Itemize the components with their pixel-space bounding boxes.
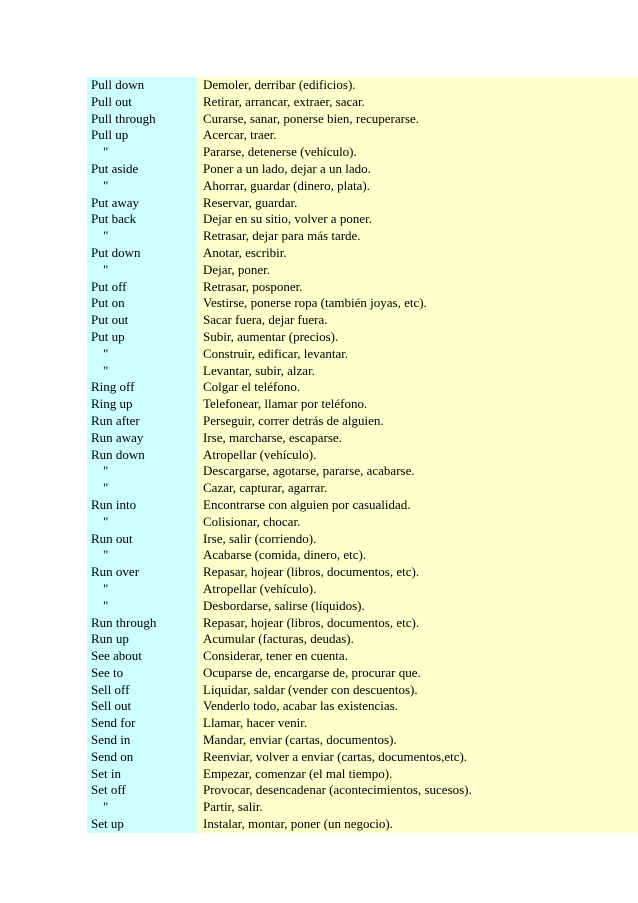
phrasal-verb-cell: " <box>87 363 197 380</box>
phrasal-verb-cell: " <box>87 799 197 816</box>
meaning-cell: Repasar, hojear (libros, documentos, etc). <box>197 564 638 581</box>
meaning-cell: Ahorrar, guardar (dinero, plata). <box>197 178 638 195</box>
phrasal-verb-cell: Run out <box>87 531 197 548</box>
table-row <box>87 564 638 581</box>
meaning-cell: Considerar, tener en cuenta. <box>197 648 638 665</box>
meaning-cell: Retirar, arrancar, extraer, sacar. <box>197 94 638 111</box>
meaning-cell: Atropellar (vehículo). <box>197 447 638 464</box>
table-row <box>87 178 638 195</box>
table-row <box>87 665 638 682</box>
meaning-cell: Levantar, subir, alzar. <box>197 363 638 380</box>
table-row <box>87 329 638 346</box>
table-row <box>87 581 638 598</box>
table-row <box>87 732 638 749</box>
table-row <box>87 396 638 413</box>
meaning-cell: Cazar, capturar, agarrar. <box>197 480 638 497</box>
phrasal-verb-cell: " <box>87 144 197 161</box>
phrasal-verb-cell: See to <box>87 665 197 682</box>
table-row <box>87 749 638 766</box>
table-row <box>87 497 638 514</box>
table-row <box>87 262 638 279</box>
table-row <box>87 463 638 480</box>
table-row <box>87 279 638 296</box>
meaning-cell: Empezar, comenzar (el mal tiempo). <box>197 766 638 783</box>
phrasal-verb-cell: Put down <box>87 245 197 262</box>
table-row <box>87 312 638 329</box>
meaning-cell: Acumular (facturas, deudas). <box>197 631 638 648</box>
meaning-cell: Irse, salir (corriendo). <box>197 531 638 548</box>
meaning-cell: Perseguir, correr detrás de alguien. <box>197 413 638 430</box>
meaning-cell: Acabarse (comida, dinero, etc). <box>197 547 638 564</box>
meaning-cell: Encontrarse con alguien por casualidad. <box>197 497 638 514</box>
table-row <box>87 480 638 497</box>
phrasal-verb-cell: " <box>87 228 197 245</box>
meaning-cell: Liquidar, saldar (vender con descuentos). <box>197 682 638 699</box>
phrasal-verb-cell: Set off <box>87 782 197 799</box>
phrasal-verb-cell: Pull up <box>87 127 197 144</box>
phrasal-verb-cell: " <box>87 514 197 531</box>
meaning-cell: Telefonear, llamar por teléfono. <box>197 396 638 413</box>
meaning-cell: Retrasar, posponer. <box>197 279 638 296</box>
phrasal-verb-cell: Run after <box>87 413 197 430</box>
phrasal-verbs-table <box>87 77 638 833</box>
phrasal-verb-cell: " <box>87 581 197 598</box>
phrasal-verb-cell: Sell off <box>87 682 197 699</box>
table-row <box>87 127 638 144</box>
meaning-cell: Dejar en su sitio, volver a poner. <box>197 211 638 228</box>
table-row <box>87 228 638 245</box>
phrasal-verb-cell: Pull through <box>87 111 197 128</box>
meaning-cell: Venderlo todo, acabar las existencias. <box>197 698 638 715</box>
table-row <box>87 94 638 111</box>
table-row <box>87 77 638 94</box>
table-row <box>87 598 638 615</box>
table-row <box>87 531 638 548</box>
table-row <box>87 295 638 312</box>
table-row <box>87 144 638 161</box>
phrasal-verb-cell: See about <box>87 648 197 665</box>
table-row <box>87 211 638 228</box>
table-row <box>87 615 638 632</box>
phrasal-verb-cell: Run down <box>87 447 197 464</box>
meaning-cell: Irse, marcharse, escaparse. <box>197 430 638 447</box>
meaning-cell: Reservar, guardar. <box>197 195 638 212</box>
meaning-cell: Descargarse, agotarse, pararse, acabarse. <box>197 463 638 480</box>
meaning-cell: Instalar, montar, poner (un negocio). <box>197 816 638 833</box>
phrasal-verb-cell: Run up <box>87 631 197 648</box>
meaning-cell: Poner a un lado, dejar a un lado. <box>197 161 638 178</box>
phrasal-verb-cell: Ring up <box>87 396 197 413</box>
table-row <box>87 514 638 531</box>
meaning-cell: Dejar, poner. <box>197 262 638 279</box>
meaning-cell: Reenviar, volver a enviar (cartas, documentos,etc). <box>197 749 638 766</box>
meaning-cell: Colisionar, chocar. <box>197 514 638 531</box>
table-row <box>87 346 638 363</box>
phrasal-verb-cell: Put out <box>87 312 197 329</box>
table-row <box>87 447 638 464</box>
table-row <box>87 363 638 380</box>
phrasal-verb-cell: Put off <box>87 279 197 296</box>
meaning-cell: Desbordarse, salirse (líquidos). <box>197 598 638 615</box>
phrasal-verb-cell: Send for <box>87 715 197 732</box>
phrasal-verb-cell: Send in <box>87 732 197 749</box>
meaning-cell: Vestirse, ponerse ropa (también joyas, etc). <box>197 295 638 312</box>
meaning-cell: Mandar, enviar (cartas, documentos). <box>197 732 638 749</box>
table-row <box>87 111 638 128</box>
phrasal-verb-cell: Pull out <box>87 94 197 111</box>
table-row <box>87 782 638 799</box>
phrasal-verb-cell: Sell out <box>87 698 197 715</box>
meaning-cell: Ocuparse de, encargarse de, procurar que. <box>197 665 638 682</box>
phrasal-verb-cell: " <box>87 346 197 363</box>
meaning-cell: Subir, aumentar (precios). <box>197 329 638 346</box>
phrasal-verb-cell: Run into <box>87 497 197 514</box>
phrasal-verb-cell: Set in <box>87 766 197 783</box>
table-row <box>87 379 638 396</box>
phrasal-verb-cell: Put away <box>87 195 197 212</box>
meaning-cell: Partir, salir. <box>197 799 638 816</box>
phrasal-verb-cell: Run through <box>87 615 197 632</box>
phrasal-verb-cell: Ring off <box>87 379 197 396</box>
table-row <box>87 245 638 262</box>
phrasal-verb-cell: Put back <box>87 211 197 228</box>
meaning-cell: Atropellar (vehículo). <box>197 581 638 598</box>
table-row <box>87 631 638 648</box>
phrasal-verb-cell: Set up <box>87 816 197 833</box>
phrasal-verb-cell: Send on <box>87 749 197 766</box>
table-row <box>87 682 638 699</box>
table-row <box>87 547 638 564</box>
meaning-cell: Sacar fuera, dejar fuera. <box>197 312 638 329</box>
table-row <box>87 799 638 816</box>
table-row <box>87 413 638 430</box>
phrasal-verb-cell: " <box>87 463 197 480</box>
phrasal-verb-cell: Put up <box>87 329 197 346</box>
table-row <box>87 766 638 783</box>
meaning-cell: Llamar, hacer venir. <box>197 715 638 732</box>
phrasal-verb-cell: Pull down <box>87 77 197 94</box>
phrasal-verb-cell: " <box>87 262 197 279</box>
meaning-cell: Provocar, desencadenar (acontecimientos, sucesos). <box>197 782 638 799</box>
meaning-cell: Demoler, derribar (edificios). <box>197 77 638 94</box>
meaning-cell: Retrasar, dejar para más tarde. <box>197 228 638 245</box>
meaning-cell: Curarse, sanar, ponerse bien, recuperarse. <box>197 111 638 128</box>
phrasal-verb-cell: Run away <box>87 430 197 447</box>
meaning-cell: Construir, edificar, levantar. <box>197 346 638 363</box>
meaning-cell: Anotar, escribir. <box>197 245 638 262</box>
table-row <box>87 195 638 212</box>
table-row <box>87 161 638 178</box>
phrasal-verb-cell: " <box>87 598 197 615</box>
phrasal-verb-cell: " <box>87 178 197 195</box>
table-row <box>87 816 638 833</box>
phrasal-verb-cell: Put on <box>87 295 197 312</box>
table-row <box>87 648 638 665</box>
meaning-cell: Acercar, traer. <box>197 127 638 144</box>
phrasal-verb-cell: " <box>87 480 197 497</box>
table-row <box>87 430 638 447</box>
phrasal-verb-cell: Put aside <box>87 161 197 178</box>
meaning-cell: Repasar, hojear (libros, documentos, etc). <box>197 615 638 632</box>
meaning-cell: Pararse, detenerse (vehículo). <box>197 144 638 161</box>
table-row <box>87 715 638 732</box>
phrasal-verb-cell: Run over <box>87 564 197 581</box>
meaning-cell: Colgar el teléfono. <box>197 379 638 396</box>
phrasal-verb-cell: " <box>87 547 197 564</box>
table-row <box>87 698 638 715</box>
